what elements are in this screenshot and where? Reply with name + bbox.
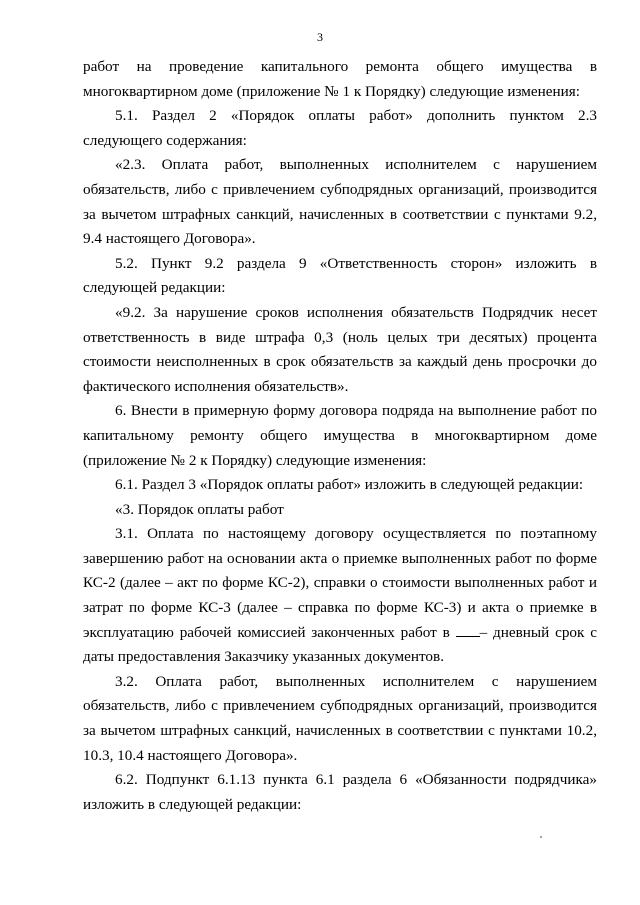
- paragraph-3-2: 3.2. Оплата работ, выполненных исполнителем с нарушением обязательств, либо с привлечением субподрядных организаций, производится за вычетом штрафных санкций, начисленных в соответствии с пунктами 10.2, 10.3, 10.4 настоящего Договора».: [83, 672, 597, 764]
- paragraph-2-3: «2.3. Оплата работ, выполненных исполнителем с нарушением обязательств, либо с привлечением субподрядных организаций, производится за вычетом штрафных санкций, начисленных в соответствии с пунктами 9.2, 9.4 настоящего Договора».: [83, 156, 597, 248]
- paragraph-6-2: 6.2. Подпункт 6.1.13 пункта 6.1 раздела 6 «Обязанности подрядчика» изложить в следующей редакции:: [83, 771, 597, 813]
- fill-in-blank: [456, 635, 480, 637]
- paragraph-6: 6. Внести в примерную форму договора подряда на выполнение работ по капитальному ремонту общего имущества в многоквартирном доме (приложение № 2 к Порядку) следующие изменения:: [83, 402, 597, 469]
- paragraph-3-1-text-after-blank: – дневный срок с даты предоставления Заказчику указанных документов.: [83, 623, 597, 666]
- document-body: [83, 55, 597, 817]
- paragraph-9-2: «9.2. За нарушение сроков исполнения обязательств Подрядчик несет ответственность в виде штрафа 0,3 (ноль целых три десятых) процента стоимости неисполненных в срок обязательств за каждый день просрочки до фактического исполнения обязательств».: [83, 303, 597, 395]
- paragraph-5-2: 5.2. Пункт 9.2 раздела 9 «Ответственность сторон» изложить в следующей редакции:: [83, 254, 597, 297]
- paragraph-3-1-text-before-blank: 3.1. Оплата по настоящему договору осуществляется по поэтапному завершению работ на основании акта о приемке выполненных работ по форме КС-2 (далее – акт по форме КС-2), справки о стоимости выполненных работ и затрат по форме КС-3 (далее – справка по форме КС-3) и акта о приемке в эксплуатацию рабочей комиссией законченных работ в: [83, 525, 597, 641]
- scan-speck: [540, 836, 542, 838]
- page-number: 3: [317, 30, 323, 44]
- paragraph-continuation: работ на проведение капитального ремонта общего имущества в многоквартирном доме (приложение № 1 к Порядку) следующие изменения:: [83, 58, 597, 100]
- paragraph-3-1: [83, 522, 597, 670]
- paragraph-6-1: 6.1. Раздел 3 «Порядок оплаты работ» изложить в следующей редакции:: [115, 476, 584, 494]
- paragraph-section-3-heading: «3. Порядок оплаты работ: [115, 500, 284, 518]
- paragraph-5-1: 5.1. Раздел 2 «Порядок оплаты работ» дополнить пунктом 2.3 следующего содержания:: [83, 107, 597, 149]
